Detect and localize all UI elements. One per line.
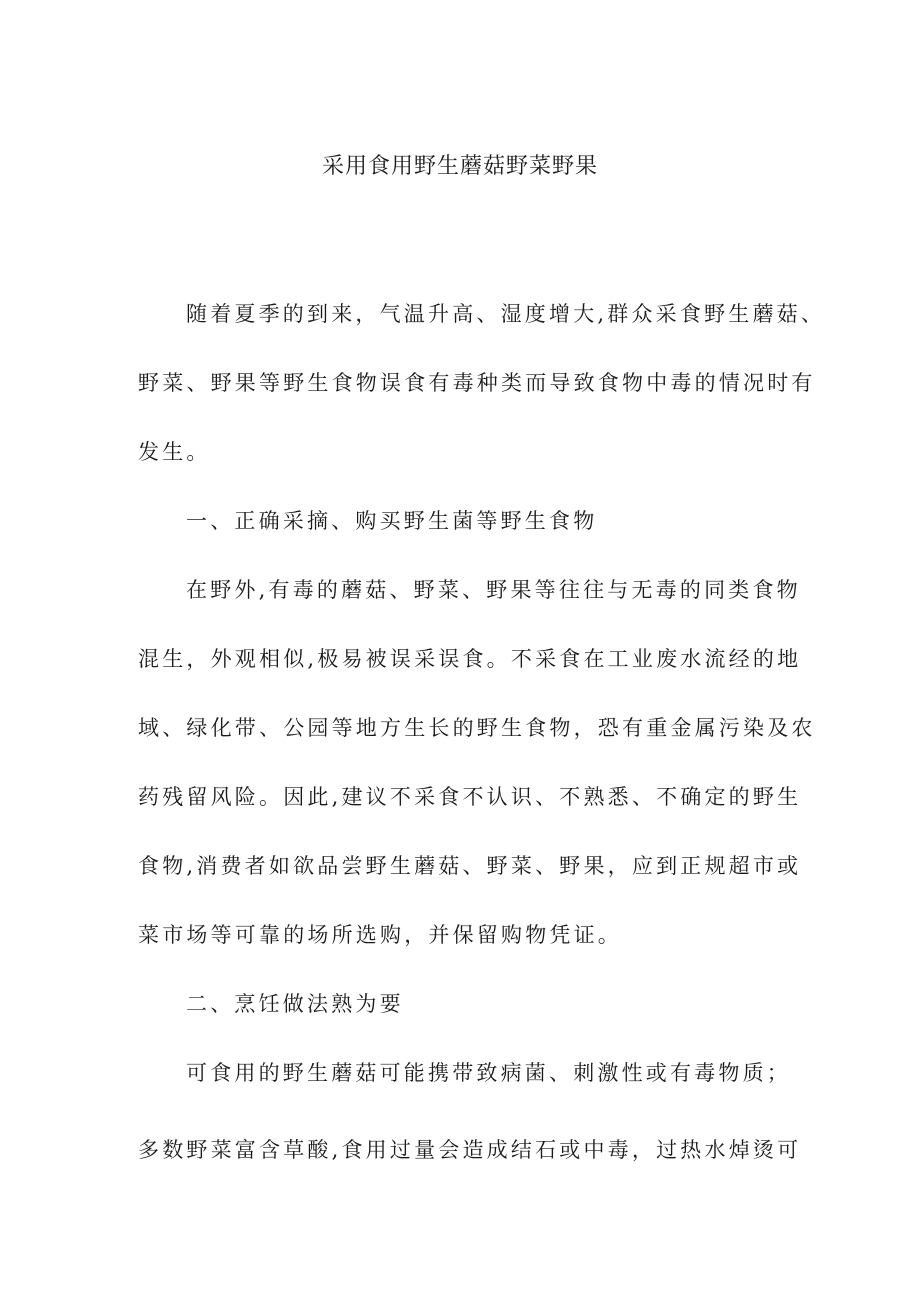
paragraph-line: 发生。	[138, 440, 211, 464]
paragraph-line: 药残留风险。因此,建议不采食不认识、不熟悉、不确定的野生	[138, 785, 802, 809]
section-heading-2: 二、烹饪做法熟为要	[186, 992, 404, 1016]
section-1-paragraph	[138, 556, 816, 970]
paragraph-line: 菜市场等可靠的场所选购，并保留购物凭证。	[138, 923, 622, 947]
paragraph-line: 可食用的野生蘑菇可能携带致病菌、刺激性或有毒物质；	[186, 1061, 791, 1085]
document-title: 采用食用野生蘑菇野菜野果	[321, 154, 598, 179]
intro-paragraph	[138, 280, 826, 487]
document-body	[138, 280, 826, 1185]
section-2-paragraph	[138, 1039, 802, 1185]
paragraph-line: 域、绿化带、公园等地方生长的野生食物，恐有重金属污染及农	[138, 716, 816, 740]
paragraph-line: 多数野菜富含草酸,食用过量会造成结石或中毒，过热水焯烫可	[138, 1138, 802, 1162]
paragraph-line: 食物,消费者如欲品尝野生蘑菇、野菜、野果，应到正规超市或	[138, 854, 802, 878]
paragraph-line: 混生，外观相似,极易被误采误食。不采食在工业废水流经的地	[138, 647, 802, 671]
paragraph-line: 随着夏季的到来，气温升高、湿度增大,群众采食野生蘑菇、	[186, 302, 826, 326]
paragraph-line: 野菜、野果等野生食物误食有毒种类而导致食物中毒的情况时有	[138, 371, 816, 395]
paragraph-line: 在野外,有毒的蘑菇、野菜、野果等往往与无毒的同类食物	[186, 578, 801, 602]
section-heading-1: 一、正确采摘、购买野生菌等野生食物	[186, 509, 598, 533]
